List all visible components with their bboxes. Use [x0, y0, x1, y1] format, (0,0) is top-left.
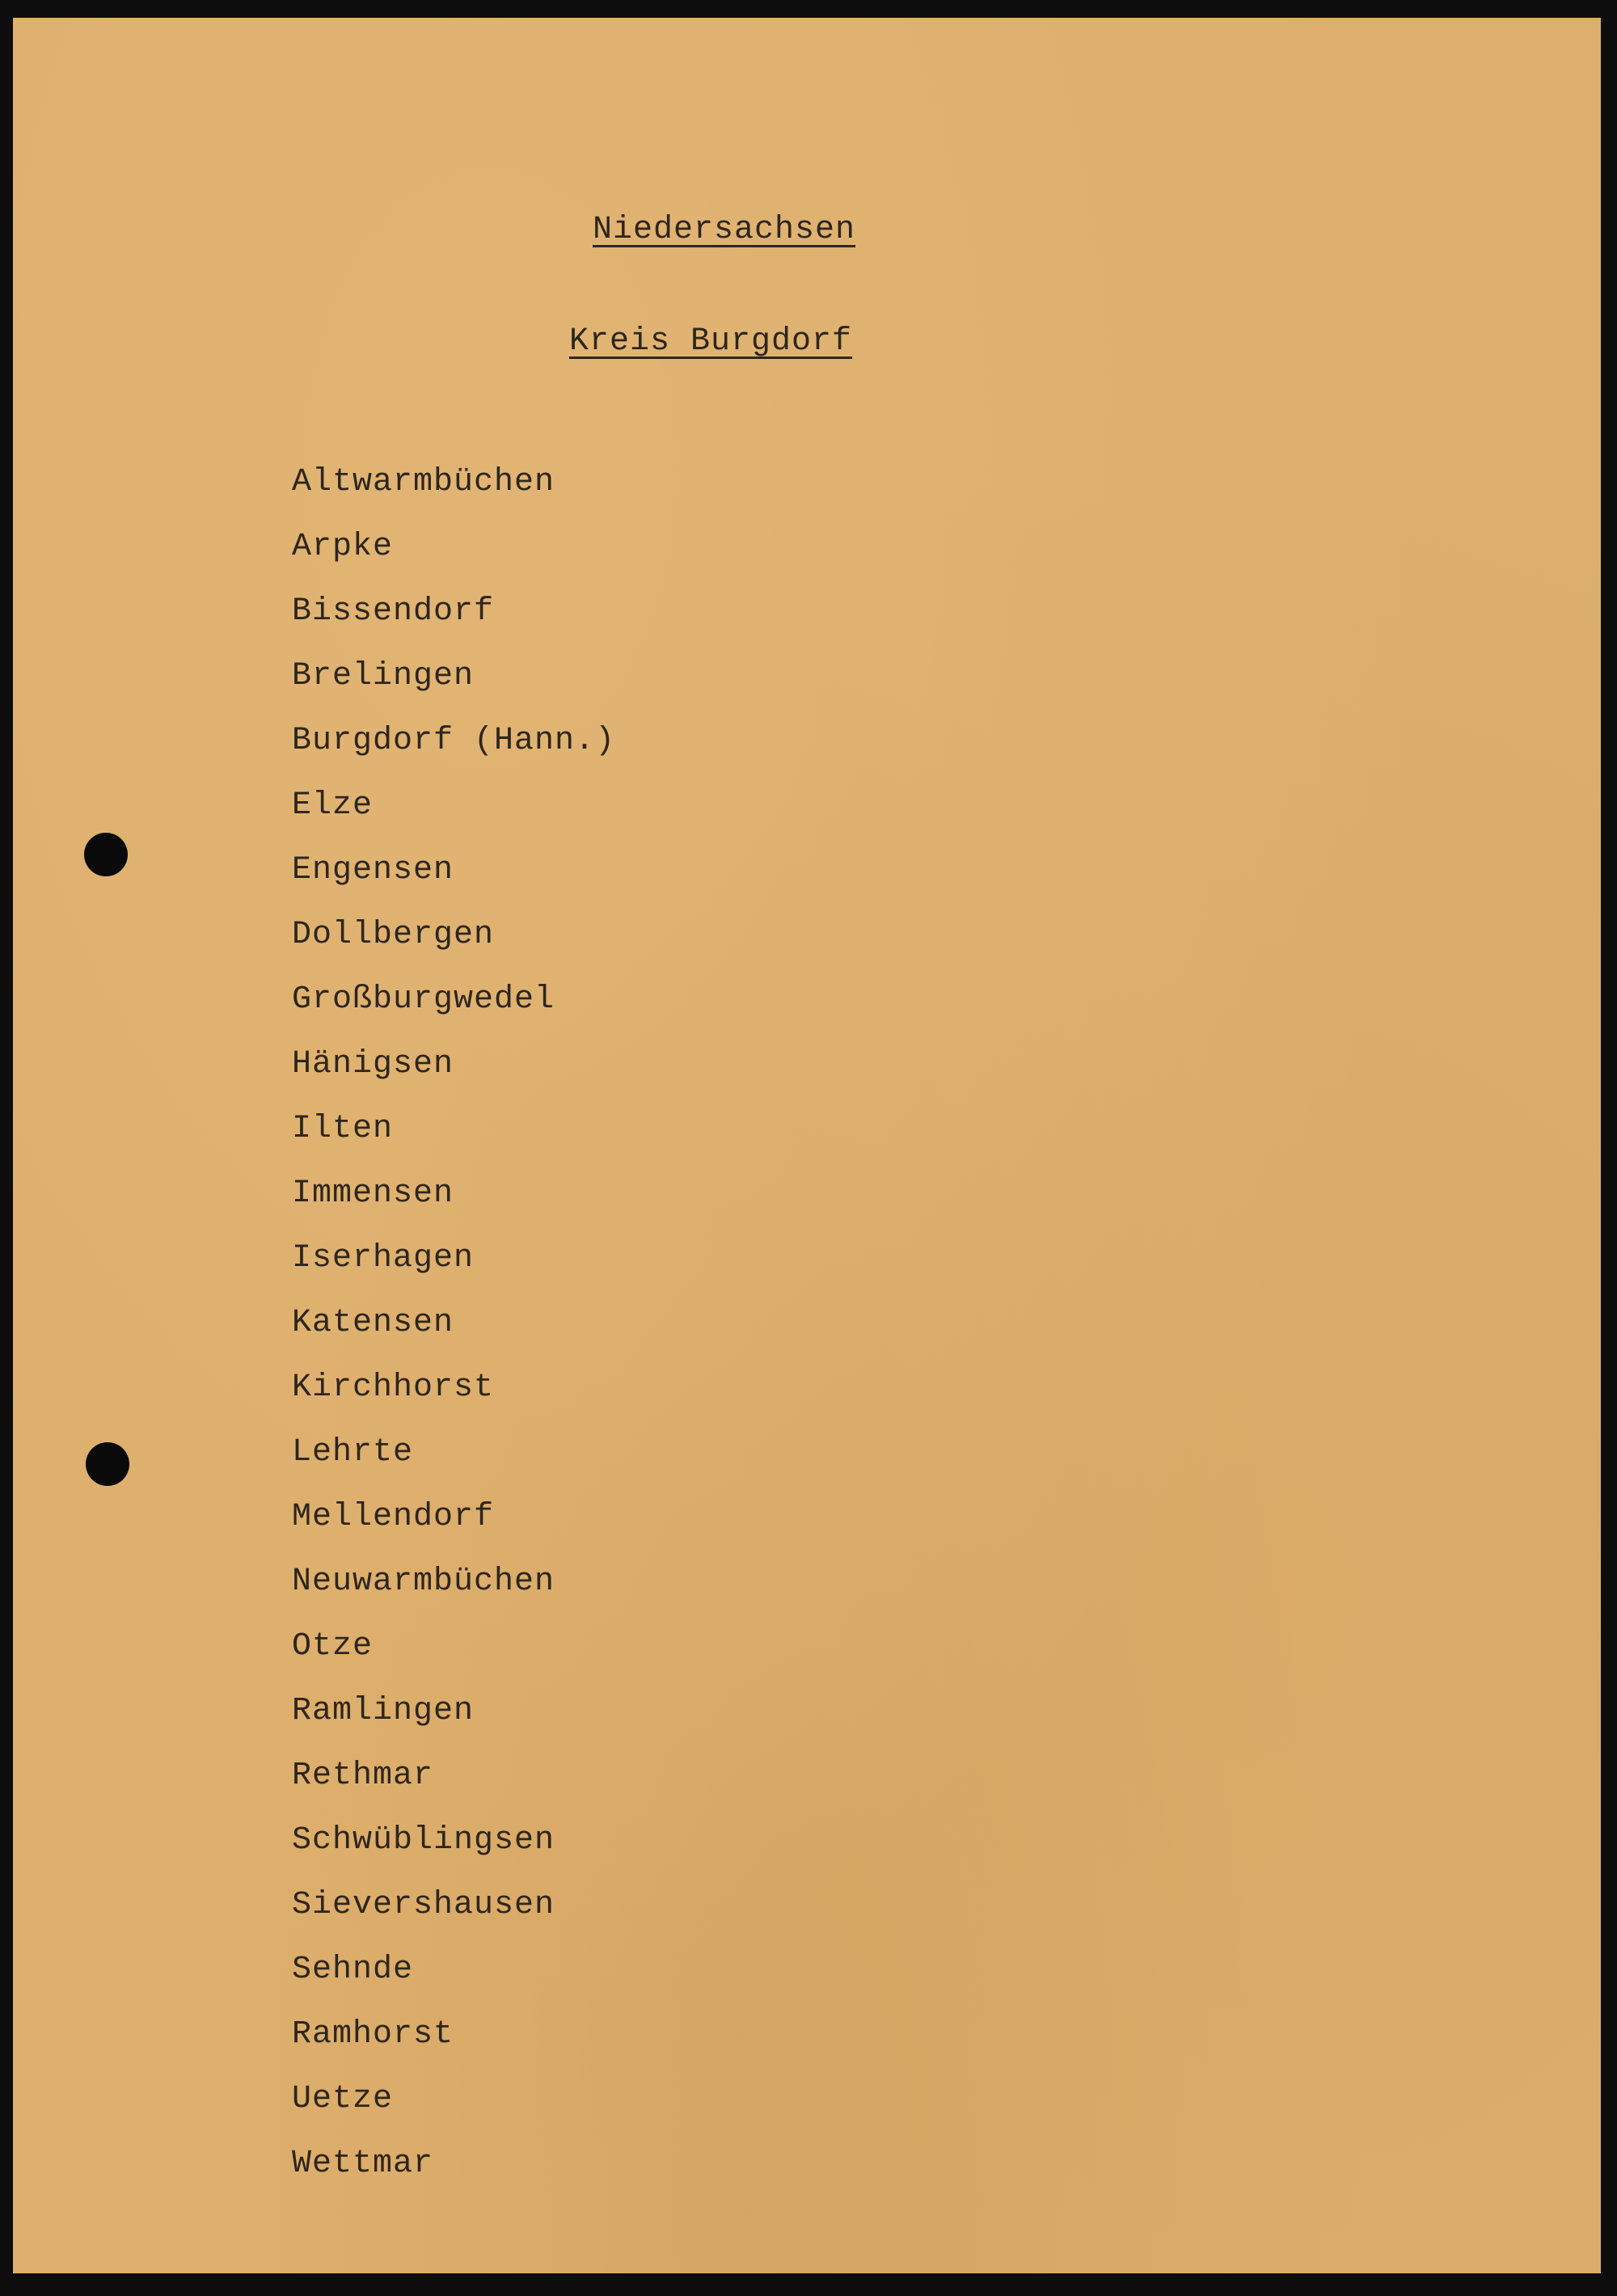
list-item: Uetze: [292, 2081, 394, 2117]
list-item: Lehrte: [292, 1434, 414, 1471]
list-item: Iserhagen: [292, 1240, 475, 1277]
list-item: Arpke: [292, 529, 394, 565]
list-item: Hänigsen: [292, 1046, 454, 1083]
list-item: Rethmar: [292, 1758, 434, 1794]
list-item: Elze: [292, 787, 374, 824]
district-heading: Kreis Burgdorf: [569, 323, 853, 360]
list-item: Bissendorf: [292, 593, 495, 630]
list-item: Immensen: [292, 1175, 454, 1212]
list-item: Ramlingen: [292, 1693, 475, 1729]
place-list: [292, 450, 615, 2197]
list-item: Kirchhorst: [292, 1370, 495, 1406]
list-item: Altwarmbüchen: [292, 464, 555, 500]
list-item: Ramhorst: [292, 2016, 454, 2053]
list-item: Katensen: [292, 1305, 454, 1341]
list-item: Otze: [292, 1628, 374, 1665]
list-item: Schwüblingsen: [292, 1822, 555, 1859]
list-item: Brelingen: [292, 658, 475, 694]
state-heading: Niedersachsen: [593, 212, 856, 248]
list-item: Engensen: [292, 852, 454, 888]
list-item: Ilten: [292, 1111, 394, 1147]
list-item: Burgdorf (Hann.): [292, 723, 616, 759]
punch-hole: [84, 833, 128, 876]
list-item: Wettmar: [292, 2146, 434, 2182]
list-item: Sievershausen: [292, 1887, 555, 1923]
list-item: Großburgwedel: [292, 981, 555, 1018]
list-item: Mellendorf: [292, 1499, 495, 1535]
list-item: Sehnde: [292, 1952, 414, 1988]
list-item: Neuwarmbüchen: [292, 1564, 555, 1600]
list-item: Dollbergen: [292, 917, 495, 953]
paper-sheet: [13, 18, 1601, 2273]
punch-hole: [86, 1442, 129, 1486]
